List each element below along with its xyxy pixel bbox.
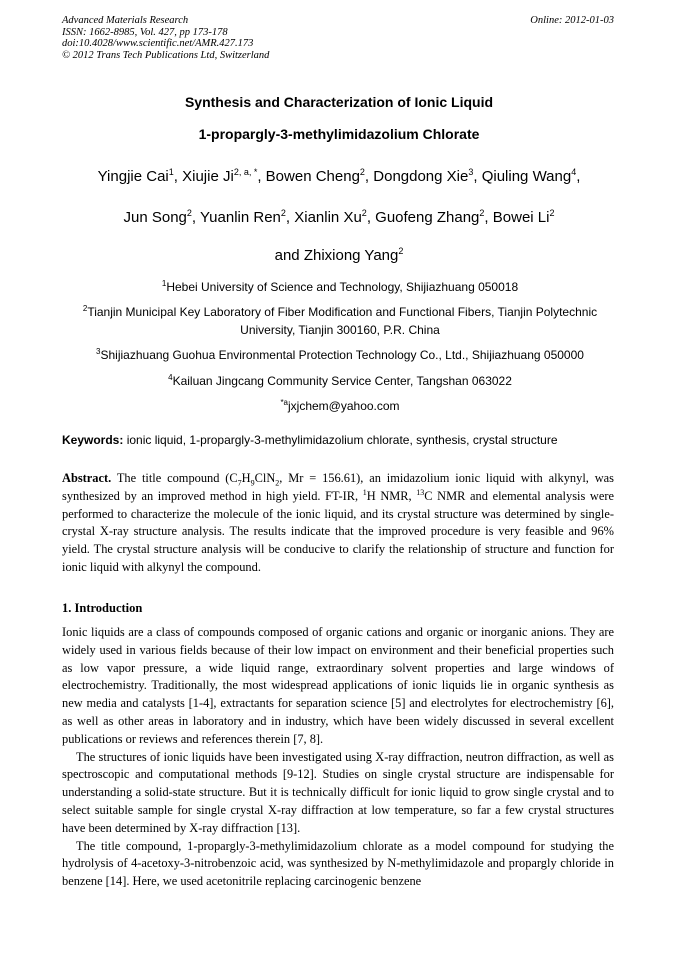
author-affil-mark: 2 [549,208,555,218]
intro-paragraph-2: The structures of ionic liquids have been investigated using X-ray diffraction, neutron diffraction, as well as spectroscopic and computational methods [9-12]. Studies on single crystal structure are indispensable for understanding a solid-state structure. But it is technically difficult for ionic liquid to grow single crystal and to select suitable sample for single crystal X-ray diffraction at low temperature, so far a few crystal structures have been determined by X-ray diffraction [13]. [62,749,614,835]
affil-mark: 4 [168,373,173,382]
intro-paragraph-3: The title compound, 1-propargly-3-methylimidazolium chlorate as a model compound for studying the hydrolysis of 4-acetoxy-3-nitrobenzoic acid, was synthesized by N-methylimidazole and propargly chloride in benzene [14]. Here, we used acetonitrile replacing carcinogenic benzene [62,838,614,889]
affil-mark: 1 [161,279,167,288]
author-affil-mark: 3 [468,167,474,177]
affil-text: Tianjin Municipal Key Laboratory of Fiber Modification and Functional Fibers, Tianjin Polytechnic University, Tianjin 300160, P.R. China [87,305,598,337]
affil-text: Kailuan Jingcang Community Service Center, Tangshan 063022 [172,374,512,388]
formula-subscript: 2 [275,478,280,488]
author-name: Yingjie Cai [97,168,169,185]
author-name: Dongdong Xie [373,168,469,185]
author-separator: , [366,209,376,226]
keywords-text: ionic liquid, 1-propargly-3-methylimidazolium chlorate, synthesis, crystal structure [123,433,558,447]
paper-title-line-1: Synthesis and Characterization of Ionic Liquid [184,94,494,110]
online-date: Online: 2012-01-03 [530,15,614,26]
formula-subscript: 7 [237,478,242,488]
formula-subscript: 9 [250,478,255,488]
author-line-2 [40,209,638,226]
author-name: Zhixiong Yang [303,247,399,264]
isotope-superscript: 13 [416,487,425,497]
email-link[interactable]: jxjchem@yahoo.com [288,399,400,413]
abstract-text: C NMR and elemental analysis were performed to characterize the molecule of the ionic liquid, and its crystal structure was determined by single-crystal X-ray structure analysis. The results indicate that the improved procedure is very feasible and 96% yield. The crystal structure analysis will be conducive to clarify the relationship of structure and function for ionic liquid with alkynyl the compound. [62,488,614,574]
keywords [62,433,618,447]
affiliation-4 [62,372,618,390]
author-separator: , [191,209,200,226]
author-name: Bowen Cheng [265,168,360,185]
journal-name: Advanced Materials Research [62,15,189,26]
abstract-text: H [241,471,251,485]
author-affil-mark: 2, a, * [233,167,258,177]
author-separator: , [484,209,493,226]
copyright-line: © 2012 Trans Tech Publications Ltd, Switzerland [62,49,270,61]
author-line-3 [40,247,638,264]
author-separator: , [285,209,295,226]
author-name: Guofeng Zhang [375,209,480,226]
author-affil-mark: 2 [186,208,192,218]
author-name: Qiuling Wang [481,168,572,185]
affiliation-1 [62,278,618,296]
affil-mark: 2 [82,304,88,313]
author-name: Bowei Li [492,209,550,226]
author-name: Xianlin Xu [294,209,362,226]
contact-email [62,397,618,415]
intro-paragraph-1: Ionic liquids are a class of compounds composed of organic cations and organic or inorganic anions. They are widely used in various fields because of their low impact on environment and their beneficial properties such as low vapor pressure, a wide liquid range, extraordinary solvent properties and large windows of electrochemistry. Traditionally, the most widespread applications of ionic liquids lie in organic synthesis as new media and catalysts [1-4], extractants for separation science [5] and electrolytes for electrochemistry [6], as well as other areas in laboratory and in industry, which have been widely discussed in several excellent publications or reviews and references therein [7, 8]. [62,625,614,746]
author-name: Xiujie Ji [182,168,234,185]
author-separator: , [473,168,482,185]
author-affil-mark: 2 [361,208,367,218]
affil-text: Hebei University of Science and Technology, Shijiazhuang 050018 [166,280,519,294]
author-name: Yuanlin Ren [199,209,281,226]
author-affil-mark: 2 [359,167,365,177]
abstract-text: ClN [254,471,276,485]
author-separator: , [364,168,374,185]
affil-mark: 3 [96,347,101,356]
author-name: Jun Song [123,209,187,226]
journal-header [62,15,269,61]
abstract [62,470,614,577]
affil-text: Shijiazhuang Guohua Environmental Protection Technology Co., Ltd., Shijiazhuang 050000 [100,348,584,362]
abstract-label: Abstract. [62,471,112,485]
author-affil-mark: 2 [479,208,485,218]
abstract-text: H NMR, [366,488,417,503]
author-affil-mark: 1 [168,167,174,177]
section-heading-introduction: 1. Introduction [62,601,143,615]
author-affil-mark: 2 [398,246,404,256]
affil-mark: *a [280,398,288,407]
author-separator: , [576,168,581,185]
author-separator: , [257,168,266,185]
author-affil-mark: 2 [280,208,286,218]
affiliation-2 [62,303,618,339]
author-affil-mark: 4 [571,167,577,177]
introduction-body [62,624,614,891]
affiliation-3 [62,346,618,364]
isotope-superscript: 1 [362,487,367,497]
doi-line: doi:10.4028/www.scientific.net/AMR.427.173 [62,38,254,49]
author-separator: , [173,168,183,185]
author-line-1 [40,168,638,185]
issn-line: ISSN: 1662-8985, Vol. 427, pp 173-178 [62,26,228,38]
author-and: and [274,247,304,264]
abstract-text: , Mr = 156.61), an imidazolium ionic liquid with alkynyl, was synthesized by an improved method in high yield. FT-IR, [62,471,614,503]
keywords-label: Keywords: [62,433,124,447]
paper-title-line-2: 1-propargly-3-methylimidazolium Chlorate [198,126,480,142]
abstract-text: The title compound (C [111,471,238,485]
